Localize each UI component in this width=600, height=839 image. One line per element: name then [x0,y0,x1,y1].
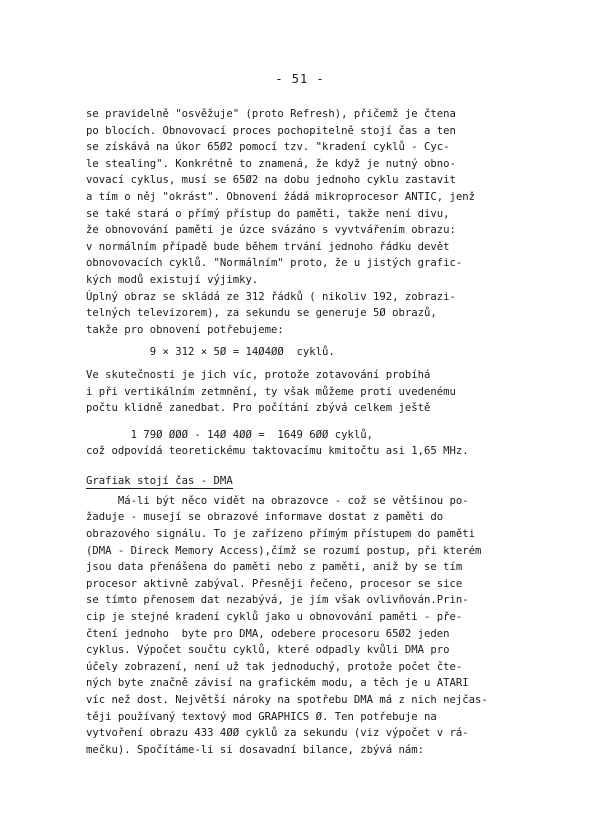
text-line: se získává na úkor 65Ø2 pomocí tzv. "kradení cyklů - Cyc- [86,141,450,154]
page-number: - 51 - [275,72,325,86]
text-line: těji používaný textový mod GRAPHICS Ø. Ten potřebuje na [86,710,437,723]
paragraph-dma [86,493,586,759]
text-line: víc než dost. Největší nároky na spotřebu DMA má z nich nejčas- [86,694,488,706]
text-line: (DMA - Direck Memory Access),čímž se rozumí postup, při kterém [86,544,482,557]
text-line: vovací cyklus, musí se 65Ø2 na dobu jednoho cyklu zastavit [86,174,456,187]
text-line: kých modů existují výjimky. [86,273,259,286]
formula-available-cycles: 1 79Ø ØØØ - 14Ø 4ØØ = 1649 6ØØ cyklů, [86,428,374,441]
text-line: počtu klidně zanedbat. Pro počítání zbývá celkem ještě [86,402,431,415]
text-line: čtení jednoho byte pro DMA, odebere procesoru 65Ø2 jeden [86,627,450,640]
text-line: mečku). Spočítáme-li si dosavadní bilance, zbývá nám: [86,743,425,756]
text-line: vytvoření obrazu 433 4ØØ cyklů za sekundu (viz výpočet v rá- [86,727,469,740]
text-line: obrazového signálu. To je zařízeno přímým přístupem do paměti [86,528,476,541]
text-line: se tímto přenosem dat nezabývá, je jím však ovlivňován.Prin- [86,594,469,607]
text-line: cip je stejné kradení cyklů jako u obnovování paměti - pře- [86,611,463,624]
text-line: se pravidelně "osvěžuje" (proto Refresh), přičemž je čtena [86,108,456,120]
paragraph-remaining [86,367,586,417]
text-line: Úplný obraz se skládá ze 312 řádků ( nikoliv 192, zobrazi- [86,290,456,303]
section-heading-dma: Grafiak stojí čas - DMA [86,474,233,487]
text-line: v normálním případě bude během trvání jednoho řádku devět [86,240,450,253]
text-line: účely zobrazení, není už tak jednoduchý, protože počet čte- [86,660,463,673]
formula-refresh-cycles: 9 × 312 × 5Ø = 14Ø4ØØ cyklů. [86,346,335,359]
text-line: obnovovacích cyklů. "Normálním" proto, že u jistých grafic- [86,257,463,270]
text-line: takže pro obnovení potřebujeme: [86,323,284,336]
text-line: le stealing". Konkrétně to znamená, že když je nutný obno- [86,157,456,170]
text-line: ných byte značně závisí na grafickém modu, a těch je u ATARI [86,677,469,690]
text-line: jsou data přenášena do paměti nebo z paměti, aniž by se tím [86,561,463,574]
text-line: se také stará o přímý přístup do paměti, takže není divu, [86,207,450,220]
text-line: Ve skutečnosti je jich víc, protože zotavování probíhá [86,368,431,381]
body-text [86,106,586,758]
text-line: žaduje - musejí se obrazové informave dostat z paměti do [86,511,444,524]
text-line: a tím o něj "okrást". Obnovení žádá mikroprocesor ANTIC, jenž [86,190,476,203]
text-line: po blocích. Obnovovací proces pochopitelně stojí čas a ten [86,124,456,137]
paragraph-frequency: což odpovídá teoretickému taktovacímu kmitočtu asi 1,65 MHz. [86,445,469,458]
text-line: že obnovování paměti je úzce svázáno s vyvtvářením obrazu: [86,224,456,237]
text-line: i při vertikálním zetmnění, ty však můžeme proti uvedenému [86,385,456,398]
text-line: cyklus. Výpočet součtu cyklů, které odpadly kvůli DMA pro [86,644,450,657]
text-line: procesor aktivně zabýval. Přesněji řečeno, procesor se sice [86,577,463,590]
paragraph-refresh [86,106,586,338]
text-line: telných televizorem), za sekundu se generuje 5Ø obrazů, [86,307,437,320]
text-line: Má-li být něco vidět na obrazovce - což se většinou po- [86,494,469,507]
